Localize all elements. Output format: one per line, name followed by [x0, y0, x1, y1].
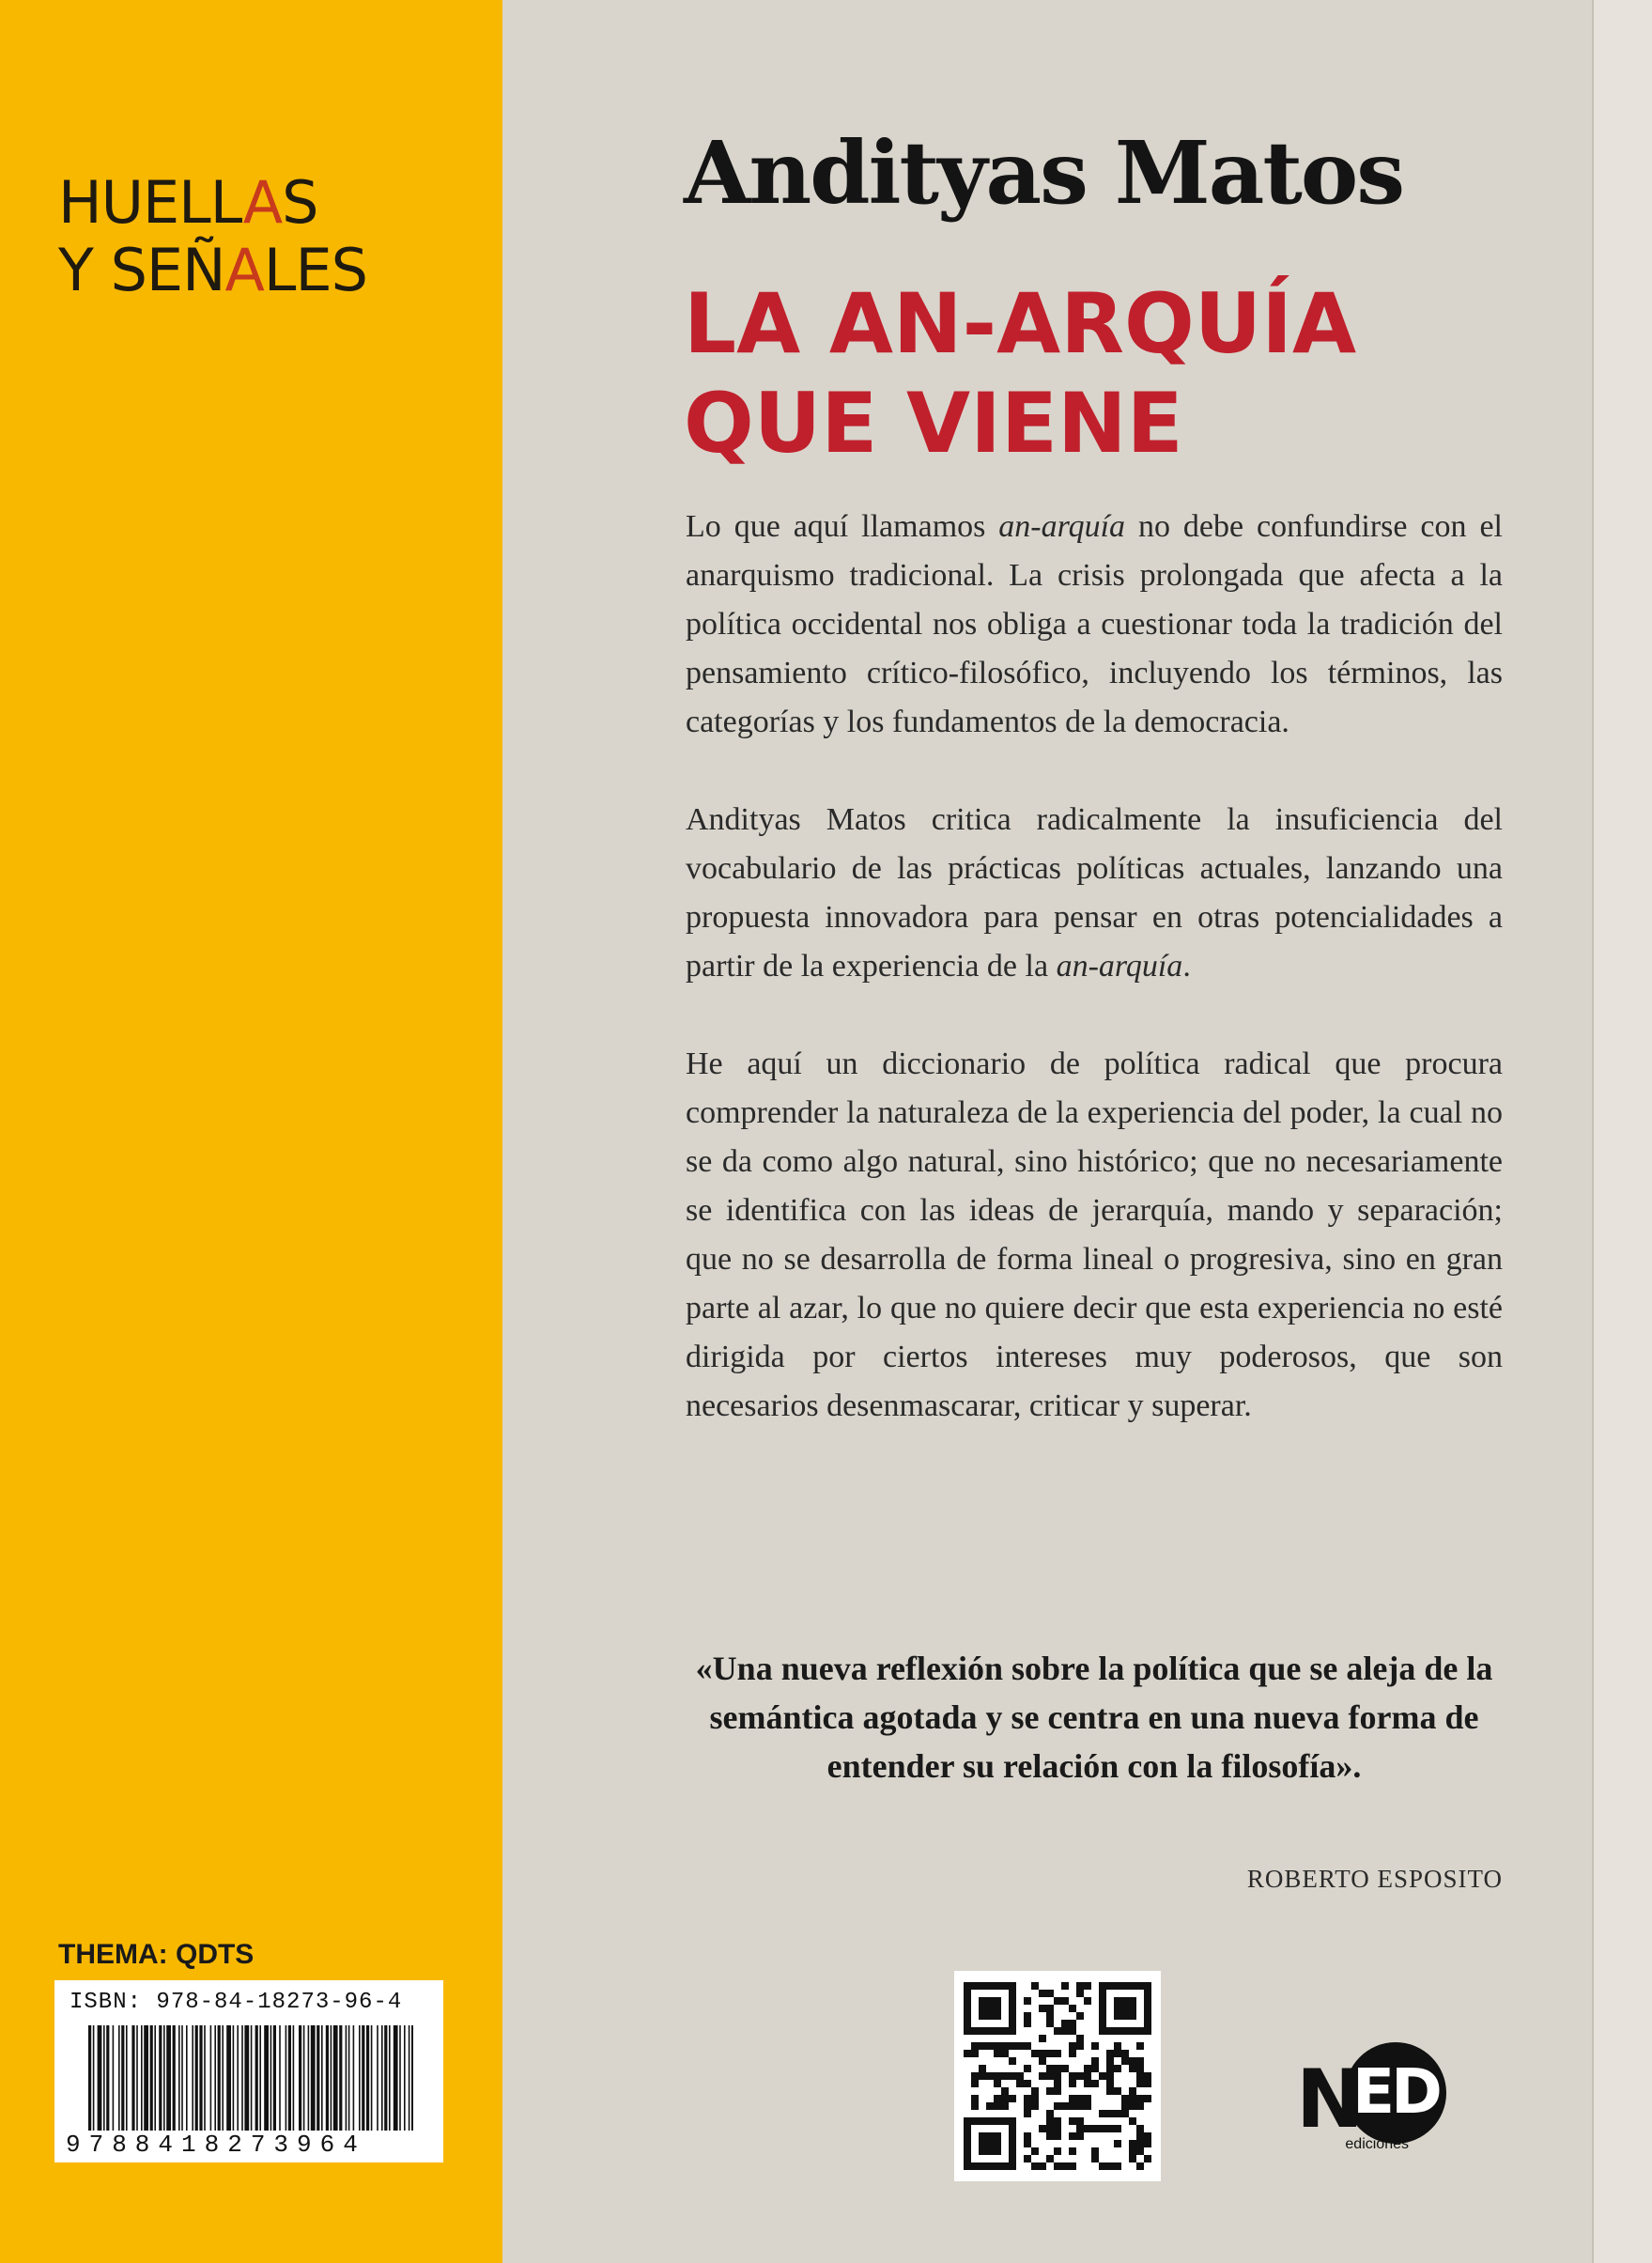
barcode-bar: [333, 2025, 338, 2131]
barcode-bar: [121, 2025, 124, 2131]
qr-module: [1054, 2132, 1061, 2140]
title-line-1: LA AN-ARQUÍA: [684, 275, 1357, 372]
qr-module: [1091, 2080, 1099, 2087]
qr-module: [1054, 2050, 1061, 2057]
qr-module: [1024, 2080, 1031, 2087]
barcode-bar: [210, 2025, 212, 2131]
qr-module: [1114, 2125, 1121, 2132]
qr-module: [1069, 2117, 1076, 2125]
barcode-bar: [186, 2025, 188, 2131]
qr-module: [1061, 2065, 1069, 2072]
qr-module: [1054, 2102, 1061, 2110]
qr-module: [1054, 2125, 1061, 2132]
qr-module: [1129, 2147, 1136, 2155]
qr-module: [1001, 2050, 1009, 2057]
qr-module: [1046, 2065, 1054, 2072]
qr-module: [1136, 2095, 1144, 2102]
qr-code: [954, 1971, 1161, 2181]
isbn-label: ISBN: 978-84-18273-96-4: [69, 1990, 403, 2015]
qr-module: [1084, 2080, 1091, 2087]
qr-module: [1016, 2042, 1024, 2050]
qr-module: [1046, 2125, 1054, 2132]
qr-module: [1024, 2065, 1031, 2072]
qr-module: [1039, 2162, 1046, 2170]
barcode-bar: [399, 2025, 401, 2131]
qr-module: [1076, 2095, 1084, 2102]
qr-module: [1076, 1982, 1084, 1990]
qr-module: [1114, 2050, 1121, 2057]
qr-module: [1054, 2072, 1061, 2080]
qr-module: [986, 2102, 994, 2110]
qr-module: [1054, 2147, 1061, 2155]
barcode-bar: [317, 2025, 319, 2131]
qr-module: [1009, 2072, 1016, 2080]
qr-module: [1024, 2012, 1031, 2020]
series-logo-line2: Y SEÑALES: [58, 236, 367, 304]
qr-module: [1136, 2080, 1144, 2087]
barcode-bar: [311, 2025, 316, 2131]
barcode-bar: [195, 2025, 198, 2131]
qr-module: [994, 2050, 1001, 2057]
author-name: Andityas Matos: [684, 122, 1404, 224]
qr-module: [1084, 2065, 1091, 2072]
qr-module: [1039, 2125, 1046, 2132]
barcode-bar: [279, 2025, 281, 2131]
barcode-bar: [241, 2025, 243, 2131]
barcode-bar: [389, 2025, 391, 2131]
qr-module: [1046, 2132, 1054, 2140]
qr-module: [994, 2042, 1001, 2050]
qr-module: [1091, 2125, 1099, 2132]
qr-module: [1024, 2102, 1031, 2110]
qr-module: [1061, 2027, 1069, 2035]
qr-module: [1069, 2132, 1076, 2140]
qr-module: [1121, 2050, 1129, 2057]
barcode-bar: [377, 2025, 378, 2131]
qr-module: [1001, 2102, 1009, 2110]
qr-module: [1099, 2072, 1106, 2080]
barcode-bar: [233, 2025, 235, 2131]
barcode-bar: [366, 2025, 369, 2131]
qr-module: [1069, 2042, 1076, 2050]
qr-module: [1024, 2042, 1031, 2050]
qr-module: [1099, 2162, 1106, 2170]
barcode-bar: [226, 2025, 231, 2131]
qr-module: [971, 2050, 979, 2057]
publisher-logo: [1296, 2038, 1493, 2151]
qr-module: [1114, 2162, 1121, 2170]
qr-module: [1061, 2102, 1069, 2110]
qr-module: [1114, 2140, 1121, 2147]
qr-module: [964, 2050, 971, 2057]
barcode-bar: [204, 2025, 206, 2131]
barcode-bar: [113, 2025, 115, 2131]
barcode-bars: [88, 2025, 413, 2131]
barcode-bar: [331, 2025, 332, 2131]
blurb: [686, 503, 1503, 1480]
barcode-bar: [293, 2025, 295, 2131]
qr-module: [1106, 2057, 1114, 2065]
barcode-bar: [181, 2025, 183, 2131]
qr-module: [1046, 2087, 1054, 2095]
qr-module: [1069, 2102, 1076, 2110]
qr-module: [1121, 2095, 1129, 2102]
qr-module: [1069, 2005, 1076, 2012]
qr-module: [1009, 2042, 1016, 2050]
qr-module: [994, 2080, 1001, 2087]
qr-module: [1031, 1982, 1039, 1990]
qr-module: [1001, 2072, 1009, 2080]
qr-module: [994, 2095, 1001, 2102]
qr-module: [971, 2080, 979, 2087]
barcode-bar: [409, 2025, 410, 2131]
qr-module: [1106, 2162, 1114, 2170]
qr-module: [1099, 2110, 1106, 2117]
barcode-bar: [126, 2025, 128, 2131]
barcode-bar: [144, 2025, 148, 2131]
qr-module: [1024, 1997, 1031, 2005]
qr-module: [1009, 2095, 1016, 2102]
qr-module: [1039, 2057, 1046, 2065]
qr-module: [1031, 2087, 1039, 2095]
barcode-bar: [411, 2025, 413, 2131]
publisher-logo-subtitle: ediciones: [1345, 2136, 1409, 2152]
barcode-bar: [106, 2025, 109, 2131]
publisher-logo-ed: ED: [1352, 2055, 1439, 2128]
qr-module: [979, 2042, 986, 2050]
qr-module: [1046, 2050, 1054, 2057]
qr-module: [1136, 2042, 1144, 2050]
qr-module: [1054, 2162, 1061, 2170]
qr-module: [1046, 2005, 1054, 2012]
barcode-bar: [136, 2025, 138, 2131]
qr-module: [1121, 2102, 1129, 2110]
qr-module: [1061, 2162, 1069, 2170]
qr-module: [1069, 2080, 1076, 2087]
qr-module: [1129, 2095, 1136, 2102]
qr-module: [1024, 2132, 1031, 2140]
qr-module: [1129, 2140, 1136, 2147]
qr-finder-inner: [1114, 1997, 1136, 2020]
qr-module: [1046, 2155, 1054, 2162]
qr-module: [1009, 2057, 1016, 2065]
qr-module: [1076, 2117, 1084, 2125]
qr-module: [1106, 2087, 1114, 2095]
qr-module: [1016, 2080, 1024, 2087]
cover-edge: [1594, 0, 1652, 2263]
barcode-bar: [88, 2025, 91, 2131]
qr-module: [1069, 2072, 1076, 2080]
qr-module: [1091, 2147, 1099, 2155]
qr-module: [1069, 2147, 1076, 2155]
qr-module: [1039, 2072, 1046, 2080]
qr-module: [1046, 2110, 1054, 2117]
qr-module: [1129, 2155, 1136, 2162]
barcode-bar: [404, 2025, 406, 2131]
yellow-spine-panel: [0, 0, 502, 2263]
barcode-bar: [159, 2025, 162, 2131]
qr-module: [1076, 2102, 1084, 2110]
qr-module: [1084, 1982, 1091, 1990]
qr-module: [1054, 2080, 1061, 2087]
barcode-bar: [118, 2025, 120, 2131]
qr-module: [1046, 2020, 1054, 2027]
review-quote: «Una nueva reflexión sobre la política que se aleja de la semántica agotada y se centra en una nueva forma de entender su relación con la filosofía».: [695, 1650, 1493, 1785]
barcode-bar: [222, 2025, 224, 2131]
qr-module: [1024, 2155, 1031, 2162]
qr-module: [1144, 2072, 1151, 2080]
barcode-bar: [251, 2025, 253, 2131]
qr-module: [1031, 2102, 1039, 2110]
barcode-digits: 9788418273964: [66, 2131, 366, 2159]
qr-finder-inner: [979, 2132, 1001, 2155]
qr-module: [1024, 2095, 1031, 2102]
qr-module: [1031, 2095, 1039, 2102]
qr-module: [1016, 2072, 1024, 2080]
qr-module: [1076, 1990, 1084, 1997]
barcode-bar: [264, 2025, 269, 2131]
qr-module: [1121, 2057, 1129, 2065]
barcode-bar: [154, 2025, 156, 2131]
qr-module: [1024, 2140, 1031, 2147]
barcode-bar: [255, 2025, 258, 2131]
barcode-bar: [141, 2025, 143, 2131]
qr-module: [1069, 2095, 1076, 2102]
qr-module: [1136, 2132, 1144, 2140]
qr-module: [1076, 2125, 1084, 2132]
qr-module: [1106, 2065, 1114, 2072]
series-logo-line1: HUELLAS: [58, 168, 318, 237]
qr-module: [1106, 2110, 1114, 2117]
qr-module: [1136, 2140, 1144, 2147]
barcode-bar: [299, 2025, 301, 2131]
barcode-bar: [270, 2025, 272, 2131]
barcode-bar: [214, 2025, 216, 2131]
qr-module: [971, 2042, 979, 2050]
qr-module: [1091, 2057, 1099, 2065]
barcode-bar: [321, 2025, 323, 2131]
qr-module: [1069, 2050, 1076, 2057]
barcode-bar: [192, 2025, 193, 2131]
qr-module: [1099, 2125, 1106, 2132]
qr-module: [1076, 2012, 1084, 2020]
barcode-bar: [166, 2025, 171, 2131]
qr-module: [994, 2102, 1001, 2110]
qr-module: [1144, 2095, 1151, 2102]
qr-module: [1046, 2117, 1054, 2125]
qr-module: [1024, 2020, 1031, 2027]
barcode-bar: [273, 2025, 276, 2131]
qr-module: [1106, 2080, 1114, 2087]
qr-module: [1129, 2065, 1136, 2072]
qr-module: [1106, 2072, 1114, 2080]
qr-module: [1136, 2057, 1144, 2065]
qr-module: [1136, 2162, 1144, 2170]
title-line-2: QUE VIENE: [684, 375, 1183, 472]
barcode-bar: [371, 2025, 373, 2131]
qr-module: [1054, 1997, 1061, 2005]
qr-module: [994, 2072, 1001, 2080]
qr-module: [1129, 2087, 1136, 2095]
qr-module: [1136, 2072, 1144, 2080]
barcode-bar: [237, 2025, 239, 2131]
thema-code: THEMA: QDTS: [58, 1939, 255, 1970]
barcode-bar: [362, 2025, 364, 2131]
qr-module: [1121, 2110, 1129, 2117]
qr-module: [1084, 2102, 1091, 2110]
qr-module: [1024, 2110, 1031, 2117]
qr-module: [1144, 2155, 1151, 2162]
qr-module: [1129, 2057, 1136, 2065]
qr-module: [1129, 2102, 1136, 2110]
barcode-bar: [381, 2025, 383, 2131]
qr-module: [1091, 2042, 1099, 2050]
qr-module: [1061, 1982, 1069, 1990]
publisher-logo-n: N: [1296, 2053, 1364, 2147]
qr-module: [1054, 2027, 1061, 2035]
qr-module: [986, 2042, 994, 2050]
barcode-bar: [199, 2025, 202, 2131]
qr-module: [1076, 2072, 1084, 2080]
qr-module: [1061, 2020, 1069, 2027]
qr-module: [1046, 1990, 1054, 1997]
qr-module: [1114, 2065, 1121, 2072]
qr-module: [1046, 2012, 1054, 2020]
book-title: [684, 274, 1529, 473]
qr-module: [1061, 1997, 1069, 2005]
qr-module: [1084, 1997, 1091, 2005]
qr-module: [1136, 2102, 1144, 2110]
qr-module: [1106, 2125, 1114, 2132]
barcode-bar: [348, 2025, 350, 2131]
barcode-bar: [288, 2025, 291, 2131]
qr-module: [1076, 2042, 1084, 2050]
qr-module: [1054, 2065, 1061, 2072]
blurb-paragraph-2: Andityas Matos critica radicalmente la insuficiencia del vocabulario de las prácticas políticas actuales, lanzando una propuesta innovadora para pensar en otras potencialidades a partir de la experiencia de la an-arquía.: [686, 802, 1503, 984]
qr-module: [979, 2065, 986, 2072]
qr-module: [1129, 2117, 1136, 2125]
barcode-bar: [394, 2025, 398, 2131]
qr-module: [1136, 2147, 1144, 2155]
barcode-bar: [103, 2025, 105, 2131]
qr-module: [1091, 2155, 1099, 2162]
barcode-bar: [353, 2025, 355, 2131]
qr-module: [1084, 2095, 1091, 2102]
qr-module: [1046, 2072, 1054, 2080]
barcode-bar: [131, 2025, 134, 2131]
qr-module: [1076, 2035, 1084, 2042]
barcode-bar: [384, 2025, 387, 2131]
qr-module: [1114, 2042, 1121, 2050]
barcode-bar: [259, 2025, 261, 2131]
quote-attribution: ROBERTO ESPOSITO: [1246, 1865, 1503, 1893]
qr-module: [1031, 2162, 1039, 2170]
barcode-bar: [303, 2025, 305, 2131]
qr-module: [1084, 2125, 1091, 2132]
qr-module: [1106, 2050, 1114, 2057]
qr-module: [1039, 2050, 1046, 2057]
qr-module: [1001, 2095, 1009, 2102]
qr-module: [1136, 2065, 1144, 2072]
qr-module: [979, 2072, 986, 2080]
qr-module: [1114, 2110, 1121, 2117]
qr-module: [971, 2095, 979, 2102]
qr-module: [1114, 2087, 1121, 2095]
qr-module: [1039, 2005, 1046, 2012]
blurb-paragraph-3: He aquí un diccionario de política radical que procura comprender la naturaleza de la experiencia del poder, la cual no se da como algo natural, sino histórico; que no necesariamente se identifica con las ideas de jerarquía, mando y separación; que no se desarrolla de forma lineal o progresiva, sino en gran parte al azar, lo que no quiere decir que esta experiencia no esté dirigida por ciertos intereses muy poderosos, que son necesarios desenmascarar, criticar y superar.: [686, 1046, 1503, 1423]
barcode-bar: [150, 2025, 153, 2131]
qr-module: [1001, 2042, 1009, 2050]
qr-module: [1001, 2087, 1009, 2095]
qr-module: [1076, 2132, 1084, 2140]
qr-module: [1039, 1990, 1046, 1997]
barcode-bar: [163, 2025, 165, 2131]
qr-module: [1069, 2020, 1076, 2027]
qr-module: [986, 2072, 994, 2080]
qr-module: [1069, 2162, 1076, 2170]
barcode-bar: [286, 2025, 287, 2131]
barcode-bar: [218, 2025, 221, 2131]
qr-finder-inner: [979, 1997, 1001, 2020]
qr-module: [1039, 2035, 1046, 2042]
barcode-bar: [308, 2025, 310, 2131]
qr-module: [1031, 2050, 1039, 2057]
qr-module: [1031, 2147, 1039, 2155]
barcode-bar: [339, 2025, 342, 2131]
barcode-bar: [173, 2025, 176, 2131]
qr-module: [1054, 2087, 1061, 2095]
qr-code-image: [964, 1980, 1151, 2172]
qr-module: [1144, 2080, 1151, 2087]
barcode-bar: [98, 2025, 102, 2131]
qr-module: [1091, 2065, 1099, 2072]
qr-module: [1144, 2132, 1151, 2140]
barcode-bar: [359, 2025, 361, 2131]
qr-module: [1084, 2072, 1091, 2080]
series-logo: [58, 169, 415, 304]
qr-module: [971, 2072, 979, 2080]
qr-module: [1054, 2117, 1061, 2125]
qr-module: [1136, 2125, 1144, 2132]
blurb-paragraph-1: Lo que aquí llamamos an-arquía no debe confundirse con el anarquismo tradicional. La crisis prolongada que afecta a la política occidental nos obliga a cuestionar toda la tradición del pensamiento crítico-filosófico, incluyendo los términos, las categorías y los fundamentos de la democracia.: [686, 509, 1503, 739]
qr-module: [1069, 2027, 1076, 2035]
barcode-bar: [93, 2025, 95, 2131]
qr-module: [971, 2102, 979, 2110]
isbn-barcode: [54, 1980, 443, 2162]
qr-module: [1144, 2140, 1151, 2147]
barcode-bar: [178, 2025, 180, 2131]
barcode-bar: [346, 2025, 347, 2131]
barcode-bar: [244, 2025, 249, 2131]
barcode-bar: [326, 2025, 329, 2131]
